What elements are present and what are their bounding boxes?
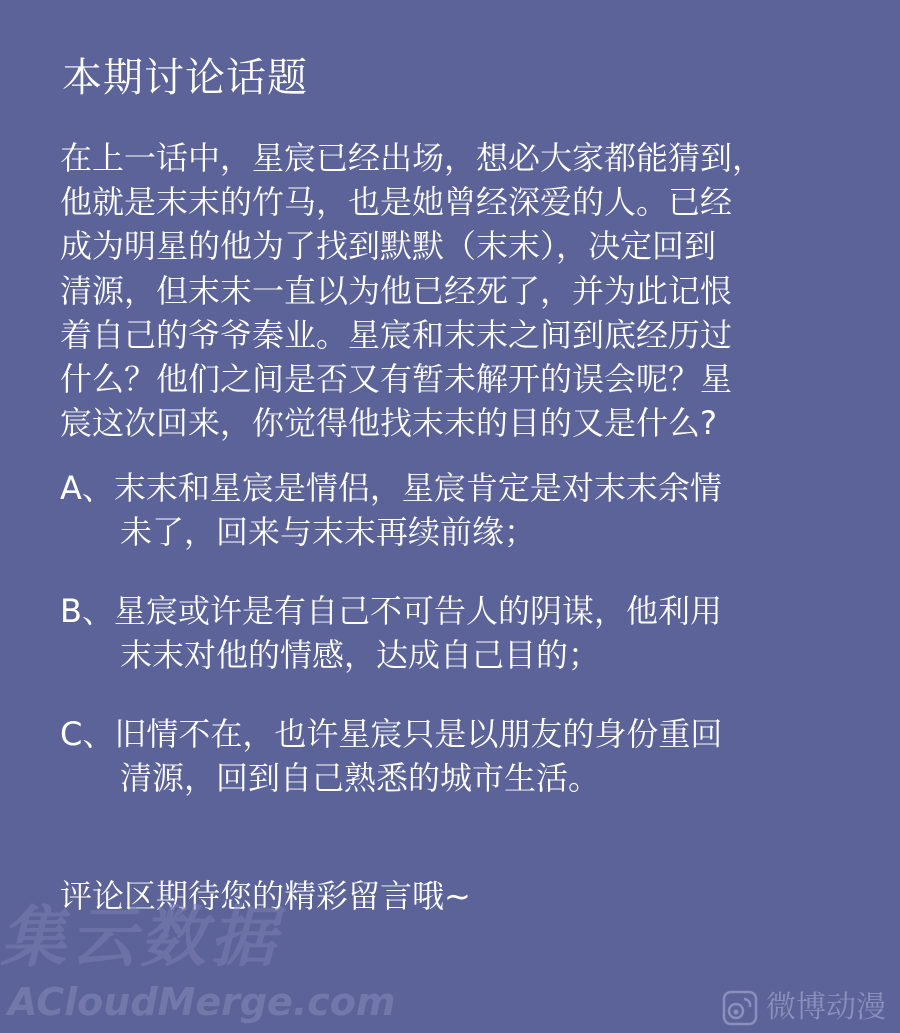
option-c-line-1: C、旧情不在，也许星宸只是以朋友的身份重回	[60, 715, 723, 753]
weibo-watermark-text: 微博动漫	[766, 990, 886, 1025]
option-b-line-2: 末末对他的情感，达成自己目的；	[120, 636, 601, 674]
option-a	[60, 466, 850, 554]
intro-line: 什么？他们之间是否又有暂未解开的误会呢？星	[60, 360, 733, 399]
intro-line: 在上一话中，星宸已经出场，想必大家都能猜到，	[60, 139, 765, 177]
watermark-cn: 集云数据	[0, 899, 280, 976]
intro-line: 成为明星的他为了找到默默（末末），决定回到	[60, 227, 717, 266]
intro-line: 清源，但末末一直以为他已经死了，并为此记恨	[60, 271, 733, 310]
option-a-line-2: 未了，回来与末末再续前缘；	[120, 513, 537, 551]
page-title: 本期讨论话题	[62, 55, 308, 101]
option-b-line-1: B、星宸或许是有自己不可告人的阴谋，他利用	[60, 592, 722, 630]
intro-line: 他就是末末的竹马，也是她曾经深爱的人。已经	[60, 183, 733, 222]
option-a-line-1: A、末末和星宸是情侣，星宸肯定是对末末余情	[60, 469, 722, 507]
intro-paragraph	[60, 136, 850, 445]
weibo-watermark	[722, 988, 886, 1028]
watermark-en: ACloudMerge.com	[8, 980, 396, 1024]
weibo-logo-icon	[722, 990, 758, 1026]
intro-line: 着自己的爷爷秦业。星宸和末末之间到底经历过	[60, 315, 733, 354]
footer-prompt: 评论区期待您的精彩留言哦~	[60, 877, 471, 915]
option-c	[60, 712, 850, 800]
option-b	[60, 589, 850, 677]
option-c-line-2: 清源，回到自己熟悉的城市生活。	[120, 759, 601, 797]
intro-line: 宸这次回来，你觉得他找末末的目的又是什么?	[60, 404, 717, 443]
